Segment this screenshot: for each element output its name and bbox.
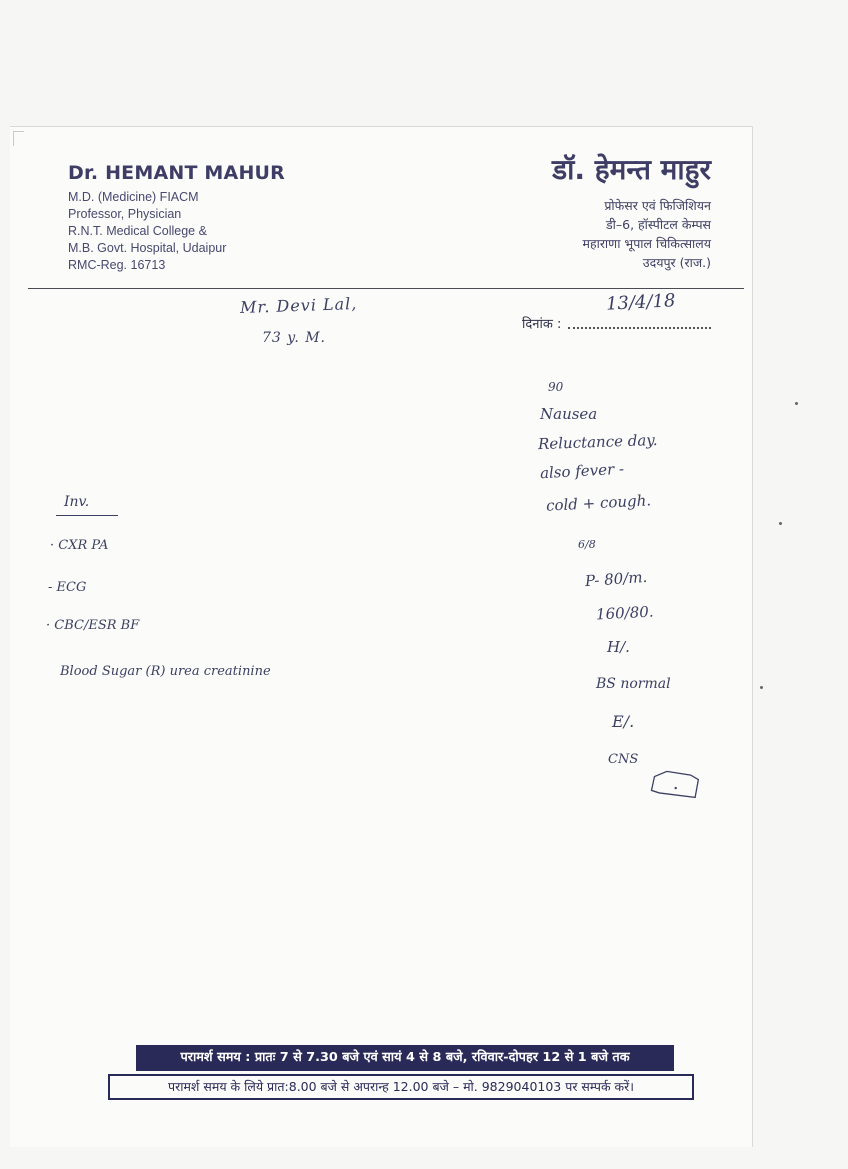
credential-line-hindi: उदयपुर (राज.) (642, 255, 711, 270)
prescription-sheet (10, 126, 753, 1147)
doctor-name-hindi: डॉ. हेमन्त माहुर (552, 153, 711, 186)
date-dotted-line (568, 327, 711, 329)
vitals-line: H/. (607, 638, 630, 656)
doctor-credentials-english (68, 189, 226, 274)
complaint-line: cold + cough. (545, 491, 652, 515)
paper-speck (760, 686, 763, 689)
vitals-line: BS normal (596, 676, 671, 692)
contact-info-box: परामर्श समय के लिये प्रात:8.00 बजे से अपरान्ह 12.00 बजे – मो. 9829040103 पर सम्पर्क करें। (108, 1074, 694, 1100)
complaint-line: also fever - (539, 459, 625, 483)
corner-mark (13, 131, 24, 146)
complaint-line: Nausea (540, 405, 598, 423)
investigation-item: · CXR PA (50, 538, 109, 553)
doctor-name-english: Dr. HEMANT MAHUR (68, 162, 286, 184)
vitals-line: 6/8 (578, 538, 596, 551)
heading-underline (56, 515, 118, 516)
credential-line: R.N.T. Medical College & (68, 224, 207, 238)
credential-line: RMC-Reg. 16713 (68, 258, 166, 272)
credential-line-hindi: महाराणा भूपाल चिकित्सालय (582, 236, 711, 251)
credential-line-hindi: प्रोफेसर एवं फिजिशियन (604, 198, 711, 213)
complaint-line: Reluctance day. (537, 430, 658, 454)
investigation-item: Blood Sugar (R) urea creatinine (60, 664, 271, 679)
paper-speck (779, 522, 782, 525)
investigation-item: · CBC/ESR BF (46, 618, 140, 633)
patient-age: 73 y. M. (262, 330, 326, 346)
cns-scribble-icon (649, 768, 701, 799)
credential-line: M.B. Govt. Hospital, Udaipur (68, 241, 227, 255)
date-label: दिनांक : (522, 317, 562, 332)
vitals-line: CNS (608, 752, 639, 767)
credential-line: Professor, Physician (68, 207, 182, 221)
credential-line-hindi: डी–6, हॉस्पीटल केम्पस (605, 217, 711, 232)
consultation-timings-banner: परामर्श समय : प्रातः 7 से 7.30 बजे एवं सायं 4 से 8 बजे, रविवार-दोपहर 12 से 1 बजे तक (136, 1045, 674, 1071)
paper-speck (795, 402, 798, 405)
vitals-line: 160/80. (595, 602, 654, 624)
handwritten-date: 13/4/18 (605, 290, 676, 315)
investigation-item: - ECG (48, 580, 87, 595)
complaint-line: 90 (548, 380, 564, 394)
header-divider (28, 288, 744, 289)
credential-line: M.D. (Medicine) FIACM (68, 190, 199, 204)
investigations-heading: Inv. (64, 494, 90, 510)
patient-name: Mr. Devi Lal, (239, 293, 358, 318)
doctor-credentials-hindi (582, 196, 711, 272)
vitals-line: P- 80/m. (584, 567, 648, 591)
vitals-line: E/. (612, 712, 635, 731)
